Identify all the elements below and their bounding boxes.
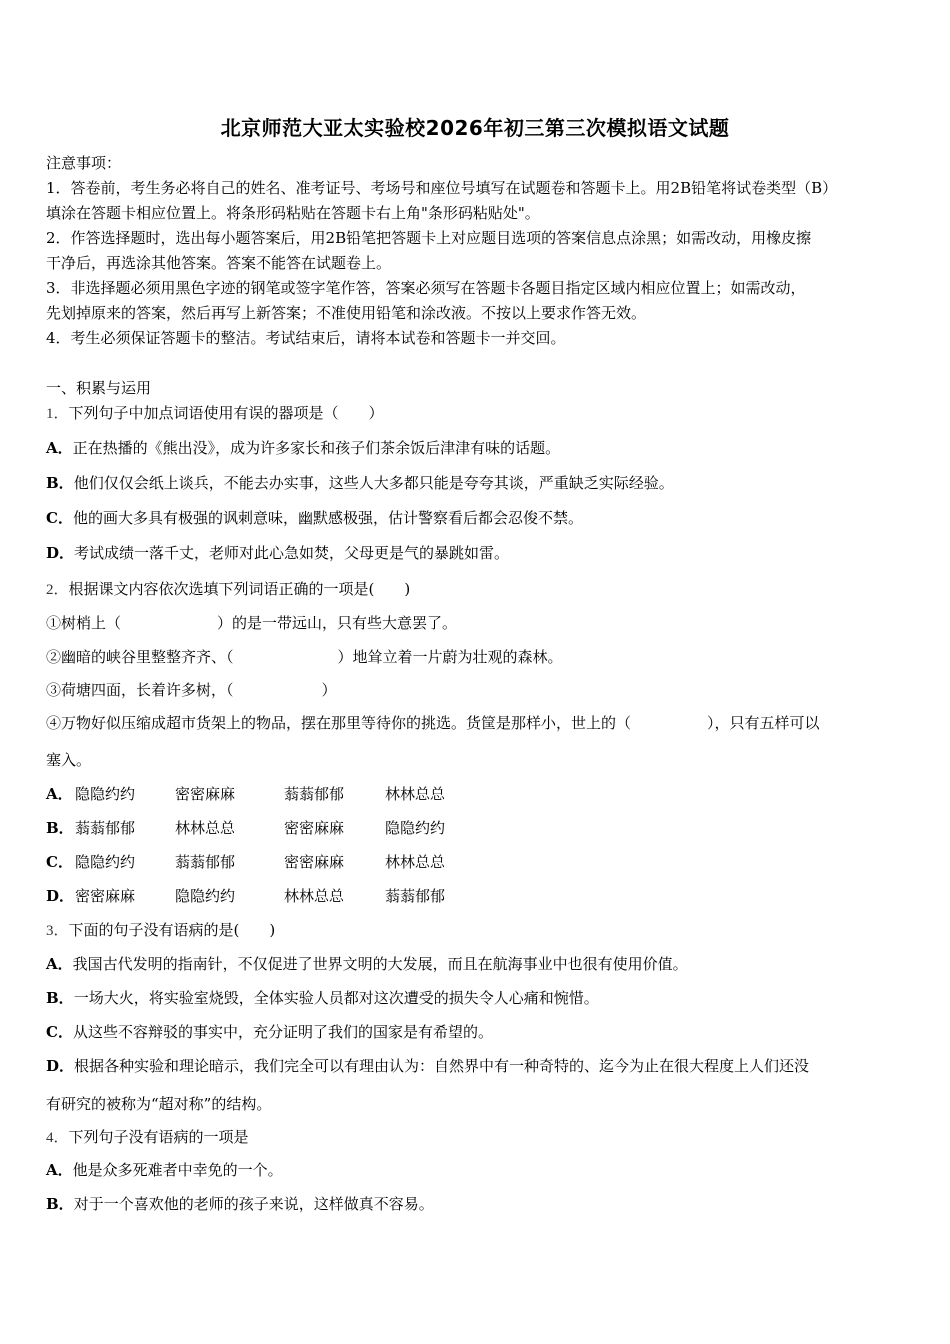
option-label: A． xyxy=(46,1161,73,1179)
page-title: 北京师范大亚太实验校2026年初三第三次模拟语文试题 xyxy=(220,116,730,140)
option-label: B． xyxy=(46,474,74,492)
option-b xyxy=(46,1194,434,1214)
fill-item-post: ）的是一带远山，只有些大意罢了。 xyxy=(217,614,458,632)
fill-item-pre: ③荷塘四面，长着许多树，（ xyxy=(46,681,234,699)
question-stem: 下面的句子没有语病的是( ) xyxy=(68,921,276,939)
fill-item-pre: ④万物好似压缩成超市货架上的物品，摆在那里等待你的挑选。货筐是那样小，世上的（ xyxy=(46,714,632,732)
option-label: A． xyxy=(46,785,73,803)
option-text: 他的画大多具有极强的讽刺意味，幽默感极强，估计警察看后都会忍俊不禁。 xyxy=(72,509,583,527)
notice-line: 3．非选择题必须用黑色字迹的钢笔或签字笔作答，答案必须写在答题卡各题目指定区域内相应位置上；如需改动， xyxy=(46,279,806,297)
option-word: 蓊蓊郁郁 xyxy=(385,887,446,905)
option-label: C． xyxy=(46,853,73,871)
notice-line: 1．答卷前，考生务必将自己的姓名、准考证号、考场号和座位号填写在试题卷和答题卡上。用2B铅笔将试卷类型（B） xyxy=(46,179,838,197)
option-text: 他们仅仅会纸上谈兵，不能去办实事，这些人大多都只能是夸夸其谈，严重缺乏实际经验。 xyxy=(73,474,674,492)
option-text: 考试成绩一落千丈，老师对此心急如焚，父母更是气的暴跳如雷。 xyxy=(74,544,510,562)
question-4 xyxy=(46,1127,249,1148)
question-number: 4． xyxy=(46,1130,69,1146)
option-text: 根据各种实验和理论暗示，我们完全可以有理由认为：自然界中有一种奇特的、迄今为止在很大程度上人们还没 xyxy=(74,1057,810,1075)
option-word: 隐隐约约 xyxy=(75,853,136,871)
option-word: 密密麻麻 xyxy=(284,819,345,837)
question-3 xyxy=(46,920,275,941)
question-2 xyxy=(46,579,410,600)
option-c xyxy=(46,852,506,872)
option-b xyxy=(46,988,599,1008)
option-label: C． xyxy=(46,1023,73,1041)
option-text: 从这些不容辩驳的事实中，充分证明了我们的国家是有希望的。 xyxy=(72,1023,493,1041)
option-word: 蓊蓊郁郁 xyxy=(284,785,345,803)
fill-item-pre: ②幽暗的峡谷里整整齐齐、（ xyxy=(46,648,234,666)
option-c xyxy=(46,508,583,528)
option-a xyxy=(46,438,560,458)
question-stem: 下列句子中加点词语使用有误的器项是（ ） xyxy=(68,404,384,422)
question-number: 2． xyxy=(46,582,69,598)
option-label: D． xyxy=(46,1057,75,1075)
option-word: 林林总总 xyxy=(385,853,446,871)
fill-item-post: ）地耸立着一片蔚为壮观的森林。 xyxy=(337,648,563,666)
option-a xyxy=(46,1160,283,1180)
question-1 xyxy=(46,403,384,424)
fill-item xyxy=(46,713,820,733)
option-b xyxy=(46,818,506,838)
notice-line: 先划掉原来的答案，然后再写上新答案；不准使用铅笔和涂改液。不按以上要求作答无效。 xyxy=(46,304,647,322)
option-label: B． xyxy=(46,989,74,1007)
option-label: A． xyxy=(46,955,73,973)
fill-item-pre: ①树梢上（ xyxy=(46,614,122,632)
option-label: D． xyxy=(46,544,75,562)
option-label: C． xyxy=(46,509,73,527)
option-word: 隐隐约约 xyxy=(175,887,236,905)
option-word: 林林总总 xyxy=(385,785,446,803)
option-a xyxy=(46,954,688,974)
option-word: 蓊蓊郁郁 xyxy=(75,819,136,837)
option-text: 对于一个喜欢他的老师的孩子来说，这样做真不容易。 xyxy=(73,1195,434,1213)
notice-line: 填涂在答题卡相应位置上。将条形码粘贴在答题卡右上角"条形码粘贴处"。 xyxy=(46,204,540,222)
option-text: 正在热播的《熊出没》，成为许多家长和孩子们茶余饭后津津有味的话题。 xyxy=(72,439,561,457)
option-word: 密密麻麻 xyxy=(284,853,345,871)
fill-item xyxy=(46,613,457,633)
option-word: 隐隐约约 xyxy=(385,819,446,837)
fill-item xyxy=(46,647,563,667)
question-stem: 根据课文内容依次选填下列词语正确的一项是( ) xyxy=(68,580,411,598)
option-label: B． xyxy=(46,1195,74,1213)
option-label: A． xyxy=(46,439,73,457)
option-label: B． xyxy=(46,819,74,837)
fill-item-post: ） xyxy=(321,681,337,699)
option-label: D． xyxy=(46,887,75,905)
option-word: 林林总总 xyxy=(175,819,236,837)
option-a xyxy=(46,784,506,804)
option-d xyxy=(46,1056,809,1076)
option-text: 他是众多死难者中幸免的一个。 xyxy=(72,1161,283,1179)
option-d xyxy=(46,543,509,563)
question-stem: 下列句子没有语病的一项是 xyxy=(68,1128,249,1146)
question-number: 1． xyxy=(46,406,69,422)
option-c xyxy=(46,1022,493,1042)
option-b xyxy=(46,473,674,493)
notice-line: 2．作答选择题时，选出每小题答案后，用2B铅笔把答题卡上对应题目选项的答案信息点涂黑；如需改动，用橡皮擦 xyxy=(46,229,812,247)
notice-line: 干净后，再选涂其他答案。答案不能答在试题卷上。 xyxy=(46,254,392,272)
notice-line: 4．考生必须保证答题卡的整洁。考试结束后，请将本试卷和答题卡一并交回。 xyxy=(46,329,566,347)
section-heading: 一、积累与运用 xyxy=(46,379,152,397)
fill-item-continuation: 塞入。 xyxy=(46,751,92,769)
option-text: 一场大火，将实验室烧毁，全体实验人员都对这次遭受的损失令人心痛和惋惜。 xyxy=(73,989,599,1007)
notice-heading: 注意事项： xyxy=(46,154,122,172)
question-number: 3． xyxy=(46,923,69,939)
option-word: 密密麻麻 xyxy=(75,887,136,905)
fill-item-post: ），只有五样可以 xyxy=(707,714,820,732)
option-text: 我国古代发明的指南针，不仅促进了世界文明的大发展，而且在航海事业中也很有使用价值。 xyxy=(72,955,688,973)
option-d xyxy=(46,886,506,906)
option-word: 密密麻麻 xyxy=(175,785,236,803)
fill-item xyxy=(46,680,337,700)
option-word: 蓊蓊郁郁 xyxy=(175,853,236,871)
option-word: 林林总总 xyxy=(284,887,345,905)
option-word: 隐隐约约 xyxy=(75,785,136,803)
option-continuation: 有研究的被称为“超对称”的结构。 xyxy=(46,1095,272,1113)
